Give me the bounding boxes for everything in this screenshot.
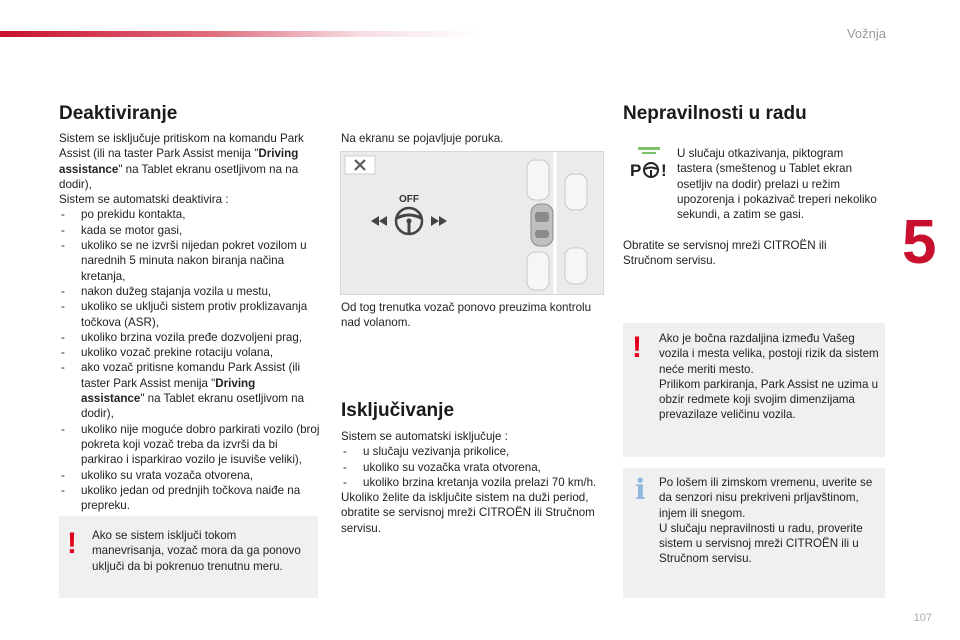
green-indicator [638, 147, 660, 150]
intro-bold: Driving assistance [59, 147, 299, 176]
intro-text-1: Sistem se isključuje pritiskom na komandu Park Assist (ili na taster Park Assist menija " [59, 132, 304, 161]
list-item: - ukoliko su vrata vozača otvorena, [59, 468, 321, 483]
warning-icon: ! [67, 527, 77, 560]
list-item: - ukoliko brzina vozila pređe dozvoljeni prag, [59, 330, 321, 345]
info-icon: i [635, 473, 646, 506]
shutdown-closing: Ukoliko želite da isključite sistem na duži period, obratite se servisnoj mreži CITROËN ili Stručnom servisu. [341, 491, 595, 535]
shutdown-body [341, 429, 603, 536]
deactivation-auto: Sistem se automatski deaktivira : [59, 193, 229, 207]
park-assist-icon [628, 147, 670, 187]
deactivation-title: Deaktiviranje [59, 103, 178, 124]
shutdown-auto: Sistem se automatski isključuje : [341, 430, 508, 443]
item-text: ako vozač pritisne komandu Park Assist (ili taster Park Assist menija " [81, 361, 301, 390]
item-bold: Driving assistance [81, 376, 256, 406]
page-number: 107 [913, 612, 932, 624]
weather-info-box [623, 468, 885, 598]
steering-wheel-icon [642, 161, 660, 179]
list-item: - ukoliko su vozačka vrata otvorena, [341, 460, 603, 475]
item-tail: " na Tablet ekranu osetljivom na dodir), [81, 392, 305, 421]
deactivation-intro [59, 131, 321, 192]
list-item: - nakon dužeg stajanja vozila u mestu, [59, 284, 321, 299]
weather-info-text: Po lošem ili zimskom vremenu, uverite se da senzori nisu prekriveni prljavštinom, injem ili snegom. U slučaju nepravilnosti u radu, proverite sistem u servisnoj mreži CITROËN ili u Stručnom servisu. [659, 476, 873, 566]
screen-illustration [340, 151, 604, 295]
list-item: - ukoliko se ne izvrši nijedan pokret vozilom u narednih 5 minuta nakon biranja načina kretanja, [59, 238, 321, 284]
side-distance-warning-box [623, 323, 885, 457]
after-message: Od tog trenutka vozač ponovo preuzima kontrolu nad volanom. [341, 301, 592, 330]
intro-text-2: " na Tablet ekranu osetljivom na na dodir), [59, 162, 299, 191]
shutdown-list [341, 444, 603, 490]
car-icon [531, 204, 553, 246]
section-label: Vožnja [846, 26, 886, 41]
list-item: - u slučaju vezivanja prikolice, [341, 444, 603, 459]
list-item: - ukoliko se uključi sistem protiv proklizavanja točkova (ASR), [59, 299, 321, 330]
deactivation-warning-box [59, 516, 318, 598]
p-letter: P [630, 161, 642, 180]
list-item: - ukoliko vozač prekine rotaciju volana, [59, 345, 321, 360]
list-item: - ukoliko jedan od prednjih točkova naiđe na prepreku. [59, 483, 321, 514]
steering-wheel-icon [396, 208, 422, 234]
list-item [59, 360, 321, 421]
deactivation-body [59, 131, 321, 513]
list-item: - kada se motor gasi, [59, 223, 321, 238]
screen-message-intro: Na ekranu se pojavljuje poruka. [341, 132, 504, 145]
shutdown-title: Isključivanje [341, 400, 455, 421]
list-item: - ukoliko nije moguće dobro parkirati vozilo (broj pokreta koji vozač treba da izvrši da bi parkirao i isparkirao vozilo je isuviše veliki), [59, 422, 321, 468]
malfunction-title: Nepravilnosti u radu [623, 103, 807, 124]
list-item: - po prekidu kontakta, [59, 207, 321, 222]
deactivation-list [59, 207, 321, 513]
green-indicator-2 [642, 152, 656, 154]
malfunction-text: U slučaju otkazivanja, piktogram tastera (smeštenog u Tablet ekran osetljiv na dodir) prelazi u režim upozorenja i pokazivač treperi nekoliko sekundi, a zatim se gasi. [677, 147, 877, 222]
list-item: - ukoliko brzina kretanja vozila prelazi 70 km/h. [341, 475, 603, 490]
screen-svg [341, 152, 603, 294]
alert-mark: ! [661, 161, 667, 180]
header-accent-bar [0, 31, 480, 37]
deactivation-warning-text: Ako se sistem isključi tokom manevrisanja, vozač mora da ga ponovo uključi da bi pokrenuo trenutnu meru. [92, 529, 301, 573]
off-label: OFF [399, 194, 419, 205]
malfunction-contact: Obratite se servisnoj mreži CITROËN ili Stručnom servisu. [623, 239, 827, 268]
chapter-number: 5 [902, 208, 937, 277]
side-distance-warning-text: Ako je bočna razdaljina između Vašeg vozila i mesta velika, postoji rizik da sistem neće meriti mesto. Prilikom parkiranja, Park Assist ne uzima u obzir redmete koji svojim dimenzijama prevazilaze veličinu vozila. [659, 332, 879, 422]
warning-icon: ! [632, 331, 642, 364]
